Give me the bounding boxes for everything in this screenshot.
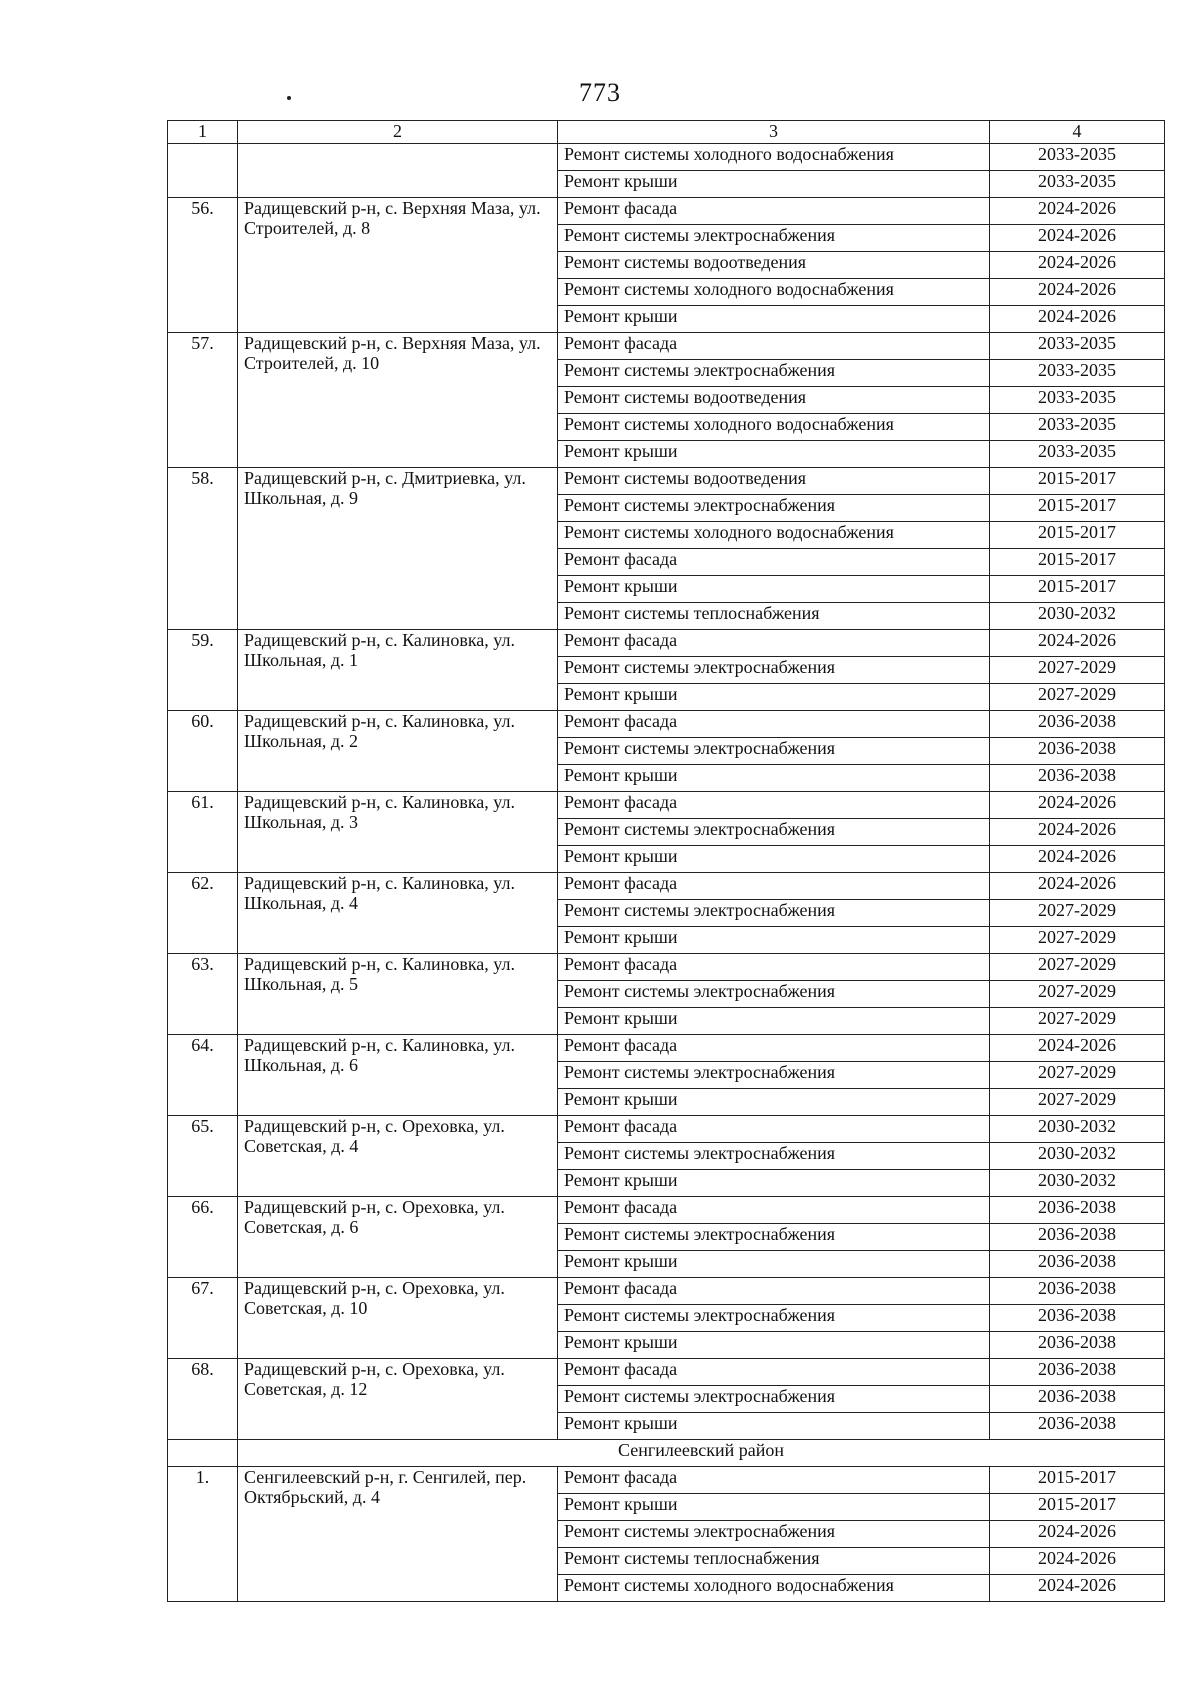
address-cell: Радищевский р-н, с. Калиновка, ул. Школьная, д. 4 [238, 873, 558, 954]
table-row [168, 711, 1165, 738]
row-number-empty [168, 144, 238, 198]
row-number: 56. [168, 198, 238, 333]
work-type-cell: Ремонт системы электроснабжения [558, 1386, 990, 1413]
row-number: 60. [168, 711, 238, 792]
address-cell: Радищевский р-н, с. Ореховка, ул. Советская, д. 10 [238, 1278, 558, 1359]
row-number: 68. [168, 1359, 238, 1440]
period-cell: 2027-2029 [990, 927, 1165, 954]
work-type-cell: Ремонт системы электроснабжения [558, 495, 990, 522]
work-type-cell: Ремонт системы водоотведения [558, 252, 990, 279]
period-cell: 2036-2038 [990, 1332, 1165, 1359]
work-type-cell: Ремонт системы электроснабжения [558, 1521, 990, 1548]
work-type-cell: Ремонт системы электроснабжения [558, 225, 990, 252]
header-col-3: 3 [558, 121, 990, 144]
header-col-2: 2 [238, 121, 558, 144]
period-cell: 2027-2029 [990, 954, 1165, 981]
work-type-cell: Ремонт крыши [558, 1170, 990, 1197]
row-number: 61. [168, 792, 238, 873]
period-cell: 2015-2017 [990, 1494, 1165, 1521]
period-cell: 2036-2038 [990, 711, 1165, 738]
work-type-cell: Ремонт системы электроснабжения [558, 819, 990, 846]
period-cell: 2024-2026 [990, 819, 1165, 846]
period-cell: 2033-2035 [990, 333, 1165, 360]
table-row [168, 1278, 1165, 1305]
work-type-cell: Ремонт системы холодного водоснабжения [558, 279, 990, 306]
section-spacer [168, 1440, 238, 1467]
work-type-cell: Ремонт крыши [558, 927, 990, 954]
period-cell: 2033-2035 [990, 387, 1165, 414]
work-type-cell: Ремонт системы электроснабжения [558, 1062, 990, 1089]
work-type-cell: Ремонт системы электроснабжения [558, 1305, 990, 1332]
period-cell: 2036-2038 [990, 1197, 1165, 1224]
work-type-cell: Ремонт фасада [558, 198, 990, 225]
work-type-cell: Ремонт крыши [558, 441, 990, 468]
row-number: 1. [168, 1467, 238, 1602]
work-type-cell: Ремонт системы холодного водоснабжения [558, 522, 990, 549]
period-cell: 2036-2038 [990, 1305, 1165, 1332]
period-cell: 2024-2026 [990, 792, 1165, 819]
table-row [168, 144, 1165, 171]
address-cell: Радищевский р-н, с. Калиновка, ул. Школьная, д. 5 [238, 954, 558, 1035]
header-col-1: 1 [168, 121, 238, 144]
work-type-cell: Ремонт системы холодного водоснабжения [558, 144, 990, 171]
work-type-cell: Ремонт крыши [558, 576, 990, 603]
work-type-cell: Ремонт фасада [558, 1278, 990, 1305]
period-cell: 2024-2026 [990, 252, 1165, 279]
row-number: 62. [168, 873, 238, 954]
work-type-cell: Ремонт крыши [558, 1494, 990, 1521]
address-cell: Радищевский р-н, с. Калиновка, ул. Школьная, д. 2 [238, 711, 558, 792]
address-cell: Сенгилеевский р-н, г. Сенгилей, пер. Октябрьский, д. 4 [238, 1467, 558, 1602]
address-cell: Радищевский р-н, с. Верхняя Маза, ул. Строителей, д. 10 [238, 333, 558, 468]
work-type-cell: Ремонт фасада [558, 549, 990, 576]
work-type-cell: Ремонт системы водоотведения [558, 468, 990, 495]
work-type-cell: Ремонт крыши [558, 1413, 990, 1440]
period-cell: 2033-2035 [990, 441, 1165, 468]
period-cell: 2027-2029 [990, 981, 1165, 1008]
row-number: 59. [168, 630, 238, 711]
table-row [168, 468, 1165, 495]
period-cell: 2024-2026 [990, 279, 1165, 306]
work-type-cell: Ремонт фасада [558, 1116, 990, 1143]
period-cell: 2015-2017 [990, 576, 1165, 603]
row-number: 64. [168, 1035, 238, 1116]
row-number: 66. [168, 1197, 238, 1278]
table-row [168, 1359, 1165, 1386]
work-type-cell: Ремонт крыши [558, 846, 990, 873]
period-cell: 2024-2026 [990, 1548, 1165, 1575]
period-cell: 2033-2035 [990, 360, 1165, 387]
period-cell: 2036-2038 [990, 1224, 1165, 1251]
work-type-cell: Ремонт фасада [558, 630, 990, 657]
row-number: 57. [168, 333, 238, 468]
scan-mark [287, 96, 291, 100]
work-type-cell: Ремонт крыши [558, 306, 990, 333]
work-type-cell: Ремонт крыши [558, 1251, 990, 1278]
period-cell: 2036-2038 [990, 1413, 1165, 1440]
period-cell: 2036-2038 [990, 1386, 1165, 1413]
work-type-cell: Ремонт фасада [558, 954, 990, 981]
address-cell: Радищевский р-н, с. Калиновка, ул. Школьная, д. 6 [238, 1035, 558, 1116]
header-col-4: 4 [990, 121, 1165, 144]
period-cell: 2015-2017 [990, 495, 1165, 522]
address-cell: Радищевский р-н, с. Ореховка, ул. Советская, д. 6 [238, 1197, 558, 1278]
work-type-cell: Ремонт крыши [558, 171, 990, 198]
work-type-cell: Ремонт крыши [558, 1332, 990, 1359]
work-type-cell: Ремонт системы холодного водоснабжения [558, 414, 990, 441]
address-cell: Радищевский р-н, с. Верхняя Маза, ул. Строителей, д. 8 [238, 198, 558, 333]
work-type-cell: Ремонт системы электроснабжения [558, 657, 990, 684]
table-row [168, 198, 1165, 225]
table-row [168, 954, 1165, 981]
address-cell: Радищевский р-н, с. Ореховка, ул. Советская, д. 12 [238, 1359, 558, 1440]
table-row [168, 1035, 1165, 1062]
period-cell: 2015-2017 [990, 549, 1165, 576]
work-type-cell: Ремонт фасада [558, 1035, 990, 1062]
work-type-cell: Ремонт крыши [558, 1008, 990, 1035]
work-type-cell: Ремонт фасада [558, 792, 990, 819]
period-cell: 2030-2032 [990, 1143, 1165, 1170]
period-cell: 2027-2029 [990, 1008, 1165, 1035]
address-cell: Радищевский р-н, с. Ореховка, ул. Советская, д. 4 [238, 1116, 558, 1197]
header-row [168, 121, 1165, 144]
work-type-cell: Ремонт системы электроснабжения [558, 360, 990, 387]
period-cell: 2024-2026 [990, 846, 1165, 873]
work-type-cell: Ремонт крыши [558, 765, 990, 792]
row-number: 58. [168, 468, 238, 630]
period-cell: 2024-2026 [990, 630, 1165, 657]
work-type-cell: Ремонт фасада [558, 873, 990, 900]
period-cell: 2033-2035 [990, 414, 1165, 441]
period-cell: 2030-2032 [990, 1116, 1165, 1143]
period-cell: 2027-2029 [990, 684, 1165, 711]
work-type-cell: Ремонт фасада [558, 333, 990, 360]
work-type-cell: Ремонт фасада [558, 711, 990, 738]
period-cell: 2015-2017 [990, 468, 1165, 495]
table-row [168, 333, 1165, 360]
period-cell: 2033-2035 [990, 171, 1165, 198]
row-number: 63. [168, 954, 238, 1035]
address-cell: Радищевский р-н, с. Калиновка, ул. Школьная, д. 3 [238, 792, 558, 873]
table-row [168, 792, 1165, 819]
period-cell: 2024-2026 [990, 198, 1165, 225]
work-type-cell: Ремонт крыши [558, 684, 990, 711]
table-body [168, 144, 1165, 1602]
period-cell: 2027-2029 [990, 900, 1165, 927]
work-type-cell: Ремонт фасада [558, 1467, 990, 1494]
row-number: 67. [168, 1278, 238, 1359]
address-cell-empty [238, 144, 558, 198]
period-cell: 2036-2038 [990, 738, 1165, 765]
period-cell: 2015-2017 [990, 1467, 1165, 1494]
repair-schedule-table [167, 120, 1165, 1602]
period-cell: 2015-2017 [990, 522, 1165, 549]
period-cell: 2030-2032 [990, 1170, 1165, 1197]
work-type-cell: Ремонт фасада [558, 1197, 990, 1224]
page-number: 773 [579, 78, 621, 107]
work-type-cell: Ремонт системы электроснабжения [558, 900, 990, 927]
address-cell: Радищевский р-н, с. Калиновка, ул. Школьная, д. 1 [238, 630, 558, 711]
work-type-cell: Ремонт системы водоотведения [558, 387, 990, 414]
period-cell: 2027-2029 [990, 657, 1165, 684]
section-row [168, 1440, 1165, 1467]
section-title: Сенгилеевский район [238, 1440, 1165, 1467]
period-cell: 2024-2026 [990, 306, 1165, 333]
period-cell: 2024-2026 [990, 1575, 1165, 1602]
period-cell: 2036-2038 [990, 1359, 1165, 1386]
period-cell: 2036-2038 [990, 765, 1165, 792]
table-row [168, 630, 1165, 657]
work-type-cell: Ремонт системы электроснабжения [558, 1143, 990, 1170]
work-type-cell: Ремонт системы электроснабжения [558, 981, 990, 1008]
period-cell: 2036-2038 [990, 1251, 1165, 1278]
work-type-cell: Ремонт фасада [558, 1359, 990, 1386]
table-row [168, 1467, 1165, 1494]
period-cell: 2024-2026 [990, 1035, 1165, 1062]
address-cell: Радищевский р-н, с. Дмитриевка, ул. Школьная, д. 9 [238, 468, 558, 630]
work-type-cell: Ремонт системы электроснабжения [558, 1224, 990, 1251]
period-cell: 2024-2026 [990, 225, 1165, 252]
period-cell: 2027-2029 [990, 1062, 1165, 1089]
period-cell: 2036-2038 [990, 1278, 1165, 1305]
work-type-cell: Ремонт крыши [558, 1089, 990, 1116]
table-row [168, 873, 1165, 900]
work-type-cell: Ремонт системы холодного водоснабжения [558, 1575, 990, 1602]
work-type-cell: Ремонт системы теплоснабжения [558, 603, 990, 630]
table-row [168, 1197, 1165, 1224]
period-cell: 2024-2026 [990, 873, 1165, 900]
work-type-cell: Ремонт системы теплоснабжения [558, 1548, 990, 1575]
table-row [168, 1116, 1165, 1143]
period-cell: 2024-2026 [990, 1521, 1165, 1548]
period-cell: 2027-2029 [990, 1089, 1165, 1116]
period-cell: 2033-2035 [990, 144, 1165, 171]
row-number: 65. [168, 1116, 238, 1197]
work-type-cell: Ремонт системы электроснабжения [558, 738, 990, 765]
period-cell: 2030-2032 [990, 603, 1165, 630]
